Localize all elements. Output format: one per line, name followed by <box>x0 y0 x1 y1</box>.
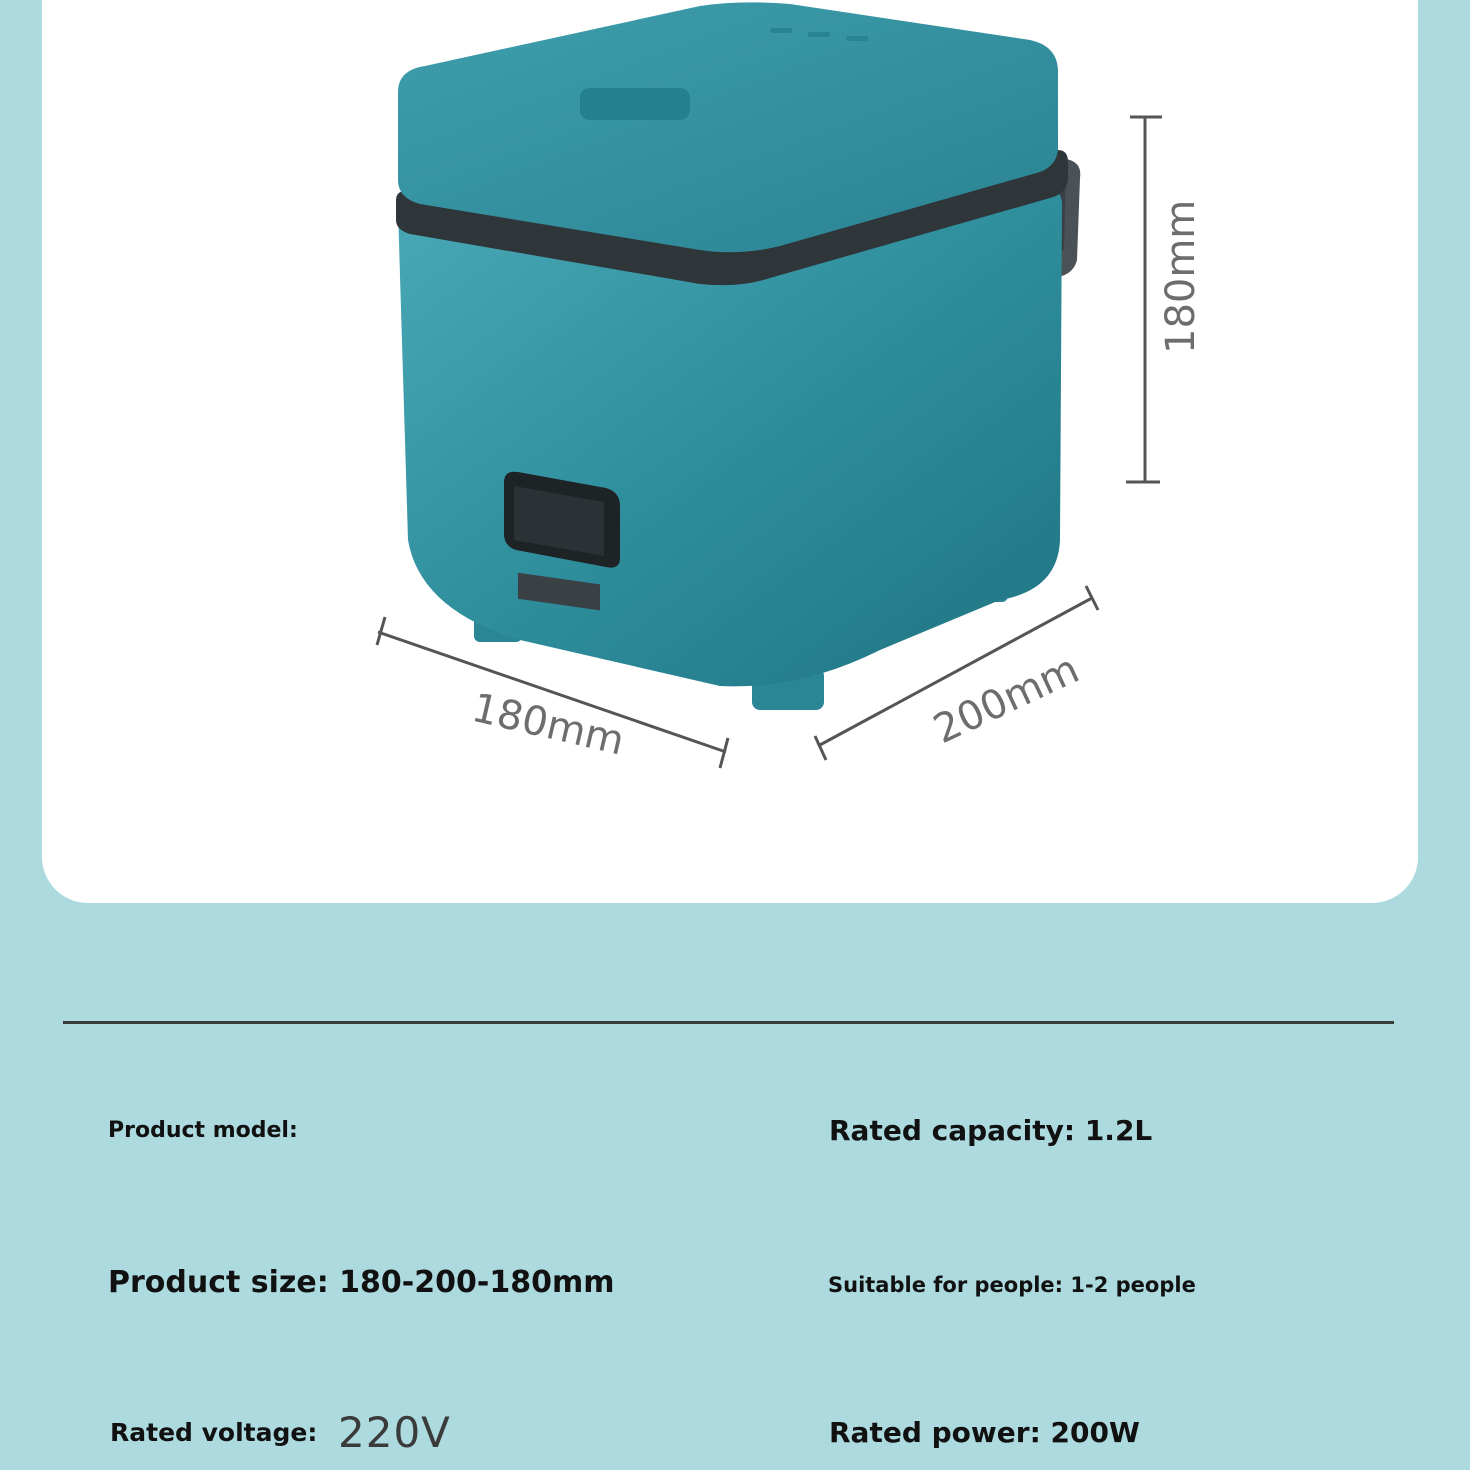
spec-rated-voltage-label: Rated voltage: <box>110 1418 318 1447</box>
height-dimension-label: 180mm <box>1158 199 1204 354</box>
section-divider <box>63 1021 1394 1024</box>
spec-rated-power: Rated power: 200W <box>829 1416 1140 1449</box>
spec-product-size: Product size: 180-200-180mm <box>108 1265 615 1300</box>
spec-suitable-people: Suitable for people: 1-2 people <box>828 1273 1196 1297</box>
spec-rated-voltage-value: 220V <box>338 1408 451 1457</box>
spec-product-model: Product model: <box>108 1118 298 1143</box>
lid-release-button <box>580 88 690 120</box>
spec-rated-capacity: Rated capacity: 1.2L <box>829 1114 1153 1147</box>
width-dimension-label: 180mm <box>467 684 629 765</box>
height-dimension <box>1126 117 1162 482</box>
depth-dimension-label: 200mm <box>926 646 1087 754</box>
